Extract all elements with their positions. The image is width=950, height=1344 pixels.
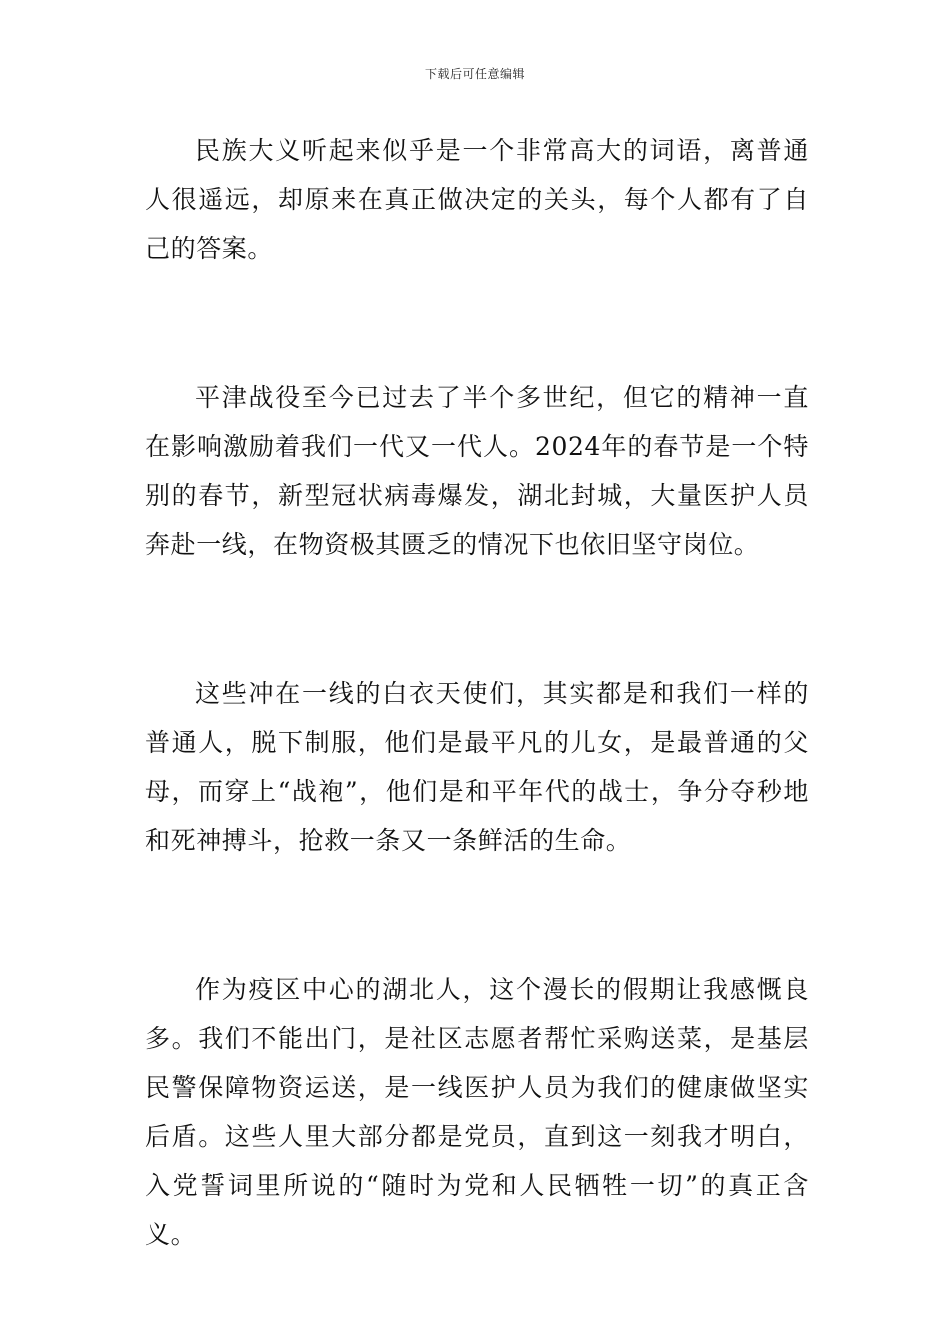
paragraph-2: 平津战役至今已过去了半个多世纪，但它的精神一直在影响激励着我们一代又一代人。2024年的春节是一个特别的春节，新型冠状病毒爆发，湖北封城，大量医护人员奔赴一线，在物资极其匮乏的情况下也依旧坚守岗位。 <box>145 383 809 559</box>
paragraph-1: 民族大义听起来似乎是一个非常高大的词语，离普通人很遥远，却原来在真正做决定的关头，每个人都有了自己的答案。 <box>145 136 809 263</box>
paragraph-3: 这些冲在一线的白衣天使们，其实都是和我们一样的普通人，脱下制服，他们是最平凡的儿女，是最普通的父母，而穿上“战袍”，他们是和平年代的战士，争分夺秒地和死神搏斗，抢救一条又一条鲜活的生命。 <box>145 679 809 855</box>
page-header: 下载后可任意编辑 <box>424 67 525 81</box>
document-body <box>145 126 809 1259</box>
paragraph-4: 作为疫区中心的湖北人，这个漫长的假期让我感慨良多。我们不能出门，是社区志愿者帮忙采购送菜，是基层民警保障物资运送，是一线医护人员为我们的健康做坚实后盾。这些人里大部分都是党员，直到这一刻我才明白，入党誓词里所说的“随时为党和人民牺牲一切”的真正含义。 <box>145 975 809 1249</box>
